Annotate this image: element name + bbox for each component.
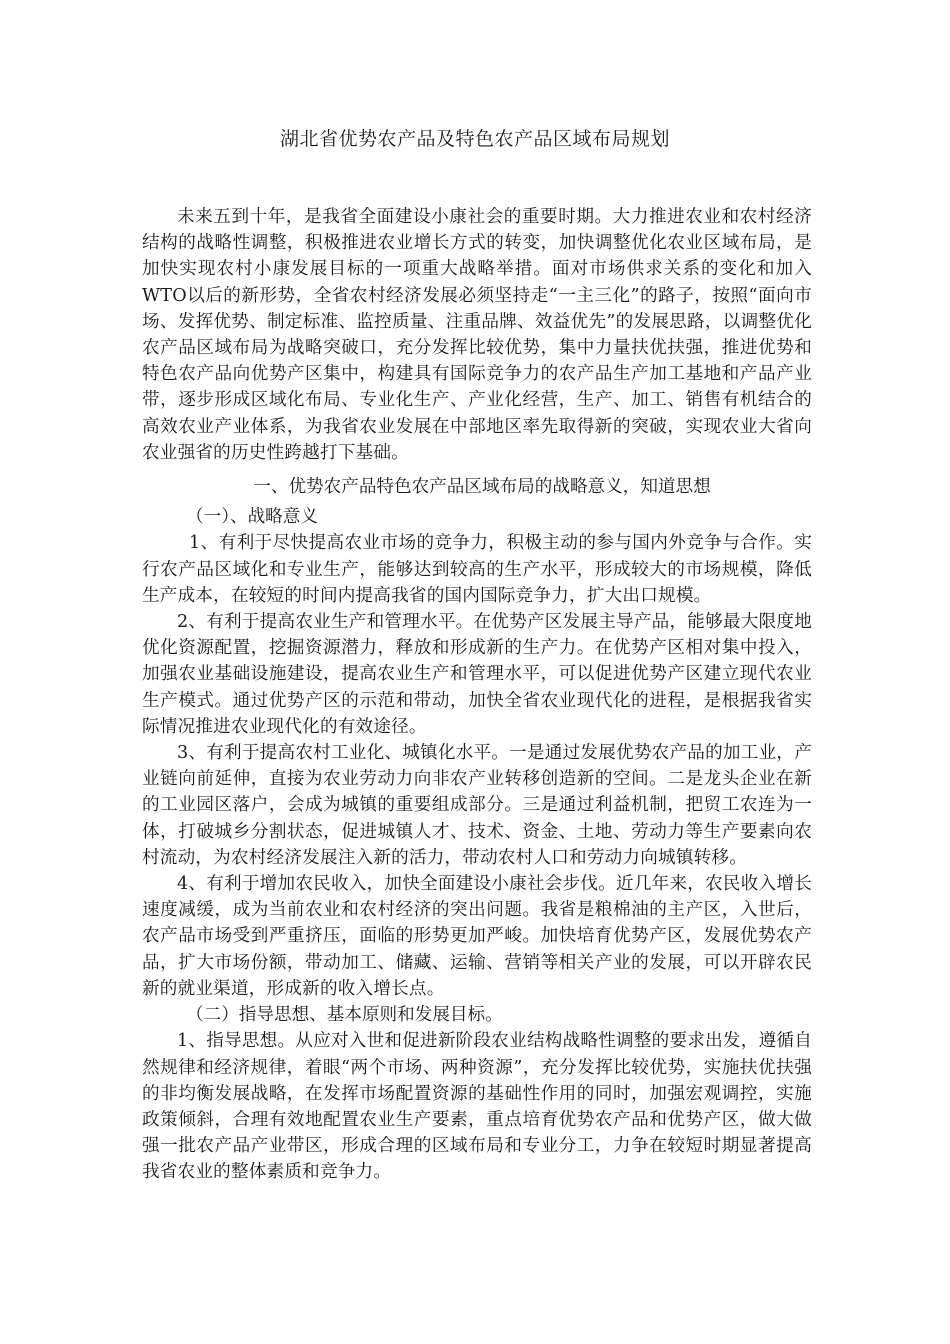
- section-heading: 一、优势农产品特色农产品区域布局的战略意义，知道思想: [253, 477, 711, 498]
- document-title: 湖北省优势农产品及特色农产品区域布局规划: [279, 128, 670, 150]
- subsection-heading: （一）、战略意义: [186, 507, 318, 528]
- intro-paragraph: 未来五到十年，是我省全面建设小康社会的重要时期。大力推进农业和农村经济结构的战略性调整，积极推进农业增长方式的转变，加快调整优化农业区域布局，是加快实现农村小康发展目标的一项重大战略举措。面对市场供求关系的变化和加入WTO以后的新形势，全省农村经济发展必须坚持走“一主三化”的路子，按照“面向市场、发挥优势、制定标准、监控质量、注重品牌、效益优先”的发展思路，以调整优化农产品区域布局为战略突破口，充分发挥比较优势，集中力量扶优扶强，推进优势和特色农产品向优势产区集中，构建具有国际竞争力的农产品生产加工基地和产品产业带，逐步形成区域化布局、专业化生产、产业化经营，生产、加工、销售有机结合的高效农业产业体系，为我省农业发展在中部地区率先取得新的突破，实现农业大省向农业强省的历史性跨越打下基础。: [142, 207, 812, 463]
- point-paragraph: 1、有利于尽快提高农业市场的竞争力，积极主动的参与国内外竞争与合作。实行农产品区域化和专业生产，能够达到较高的生产水平，形成较大的市场规模，降低生产成本，在较短的时间内提高我省的国内国际竞争力，扩大出口规模。: [142, 533, 812, 606]
- guide-paragraph: 1、指导思想。从应对入世和促进新阶段农业结构战略性调整的要求出发，遵循自然规律和经济规律，着眼“两个市场、两种资源”，充分发挥比较优势，实施扶优扶强的非均衡发展战略，在发挥市场配置资源的基础性作用的同时，加强宏观调控，实施政策倾斜，合理有效地配置农业生产要素，重点培育优势农产品和优势产区，做大做强一批农产品产业带区，形成合理的区域布局和专业分工，力争在较短时期显著提高我省农业的整体素质和竞争力。: [142, 1031, 812, 1183]
- point-paragraph: 4、有利于增加农民收入，加快全面建设小康社会步伐。近几年来，农民收入增长速度减缓，成为当前农业和农村经济的突出问题。我省是粮棉油的主产区，入世后，农产品市场受到严重挤压，面临的形势更加严峻。加快培育优势产区，发展优势农产品，扩大市场份额，带动加工、储藏、运输、营销等相关产业的发展，可以开辟农民新的就业渠道，形成新的收入增长点。: [142, 874, 812, 999]
- point-paragraph: 3、有利于提高农村工业化、城镇化水平。一是通过发展优势农产品的加工业，产业链向前延伸，直接为农业劳动力向非农产业转移创造新的空间。二是龙头企业在新的工业园区落户，会成为城镇的重要组成部分。三是通过利益机制，把贸工农连为一体，打破城乡分割状态，促进城镇人才、技术、资金、土地、劳动力等生产要素向农村流动，为农村经济发展注入新的活力，带动农村人口和劳动力向城镇转移。: [142, 743, 812, 868]
- subsection-heading: （二）指导思想、基本原则和发展目标。: [186, 1005, 503, 1026]
- document-body: [142, 204, 812, 1186]
- point-paragraph: 2、有利于提高农业生产和管理水平。在优势产区发展主导产品，能够最大限度地优化资源配置，挖掘资源潜力，释放和形成新的生产力。在优势产区相对集中投入，加强农业基础设施建设，提高农业生产和管理水平，可以促进优势产区建立现代农业生产模式。通过优势产区的示范和带动，加快全省农业现代化的进程，是根据我省实际情况推进农业现代化的有效途径。: [142, 612, 812, 737]
